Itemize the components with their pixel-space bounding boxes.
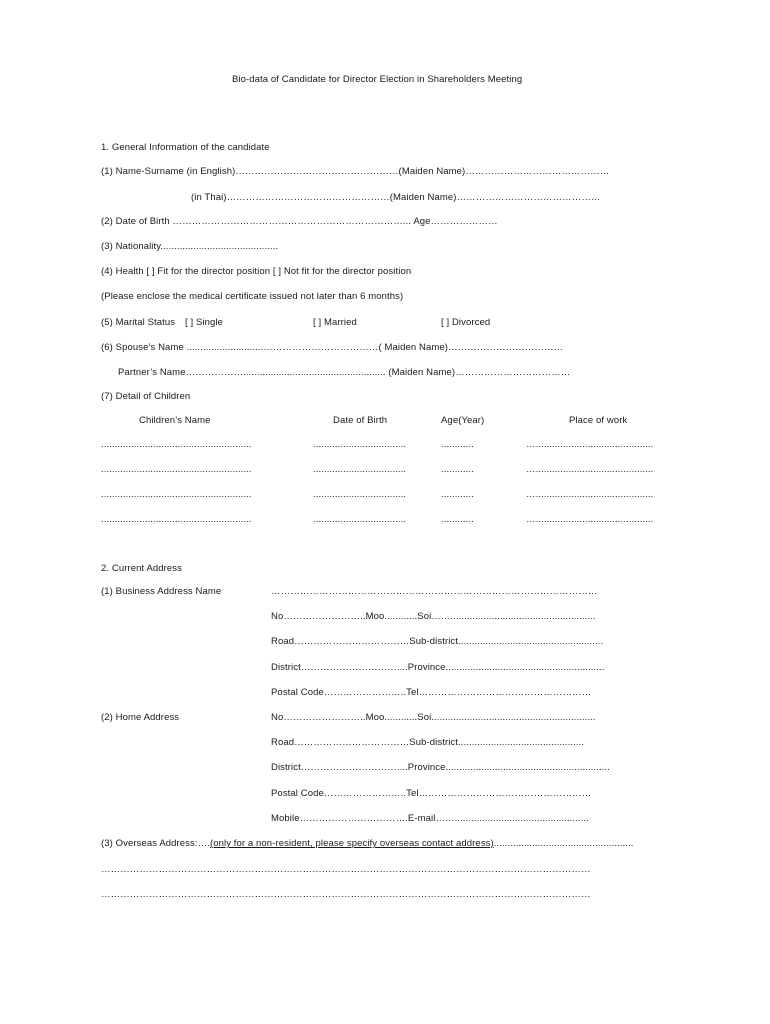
children-row-4-name[interactable]: ....................................................... [101, 514, 252, 525]
home-postal-tel-field[interactable]: Postal Code……………………..Tel……………………………………………… [271, 788, 592, 799]
children-col-dob: Date of Birth [333, 415, 388, 426]
home-address-label: (2) Home Address [101, 712, 180, 723]
children-col-age: Age(Year) [441, 415, 485, 426]
children-row-4-dob[interactable]: .................................. [313, 514, 407, 525]
overseas-address-label: (3) Overseas Address:…. [101, 838, 210, 849]
nationality-field[interactable]: (3) Nationality........................................... [101, 241, 279, 252]
business-address-label: (1) Business Address Name [101, 586, 222, 597]
children-row-3-name[interactable]: ....................................................... [101, 489, 252, 500]
children-row-4-age[interactable]: ............ [441, 514, 474, 525]
name-english-field[interactable]: (1) Name-Surname (in English)……………………………………………(Maiden Name)……………………………………… [101, 166, 610, 177]
overseas-address-line-2[interactable]: ……………………………………………………………………………………………………………………………………… [101, 889, 591, 900]
overseas-address-line-1[interactable]: ……………………………………………………………………………………………………………………………………… [101, 864, 591, 875]
children-row-2-dob[interactable]: .................................. [313, 464, 407, 475]
section-address-heading: 2. Current Address [101, 563, 183, 574]
children-row-1-age[interactable]: ............ [441, 439, 474, 450]
children-row-1-name[interactable]: ....................................................... [101, 439, 252, 450]
children-heading: (7) Detail of Children [101, 391, 191, 402]
date-of-birth-field[interactable]: (2) Date of Birth ………………………………………………………………... Age………………… [101, 216, 498, 227]
children-row-2-name[interactable]: ....................................................... [101, 464, 252, 475]
children-row-3-work[interactable]: …........................................... [526, 489, 654, 500]
business-no-moo-soi-field[interactable]: No……………………..Moo............Soi……..................................................... [271, 611, 596, 622]
overseas-address-tail: ................................................... [493, 838, 634, 849]
spouse-name-field[interactable]: (6) Spouse’s Name ............................………………………………( Maiden Name)……………………………… [101, 342, 564, 353]
marital-divorced-checkbox[interactable]: [ ] Divorced [441, 317, 491, 328]
home-road-subdistrict-field[interactable]: Road………………………………Sub-district.............................................. [271, 737, 585, 748]
children-row-4-work[interactable]: …........................................... [526, 514, 654, 525]
marital-status-label: (5) Marital Status [101, 317, 176, 328]
home-district-province-field[interactable]: District…………………………....Province............................................................ [271, 762, 610, 773]
children-row-3-age[interactable]: ............ [441, 489, 474, 500]
section-general-heading: 1. General Information of the candidate [101, 142, 270, 153]
children-col-name: Children’s Name [139, 415, 211, 426]
business-address-name-field[interactable]: ………………………………………………………………………………………… [271, 586, 598, 597]
children-row-2-age[interactable]: ............ [441, 464, 474, 475]
children-row-2-work[interactable]: …........................................... [526, 464, 654, 475]
business-road-subdistrict-field[interactable]: Road………………………………Sub-district..................................................... [271, 636, 604, 647]
form-title: Bio-data of Candidate for Director Election in Shareholders Meeting [232, 74, 523, 85]
children-row-1-dob[interactable]: .................................. [313, 439, 407, 450]
partner-name-field[interactable]: Partner’s Name……………….................................................... (Maiden Name)……………………………… [118, 367, 571, 378]
business-postal-tel-field[interactable]: Postal Code……………………..Tel……………………………………………… [271, 687, 592, 698]
health-field[interactable]: (4) Health [ ] Fit for the director position [ ] Not fit for the director position [101, 266, 412, 277]
overseas-address-note: (only for a non-resident, please specify overseas contact address) [209, 838, 494, 849]
children-col-work: Place of work [569, 415, 628, 426]
marital-married-checkbox[interactable]: [ ] Married [313, 317, 357, 328]
home-no-moo-soi-field[interactable]: No……………………..Moo............Soi............................................................ [271, 712, 596, 723]
children-row-1-work[interactable]: …........................................... [526, 439, 654, 450]
health-note: (Please enclose the medical certificate issued not later than 6 months) [101, 291, 404, 302]
business-district-province-field[interactable]: District…………………………....Province.......................................................... [271, 662, 605, 673]
home-mobile-email-field[interactable]: Mobile…………………………….E-mail……................................................. [271, 813, 589, 824]
children-row-3-dob[interactable]: .................................. [313, 489, 407, 500]
overseas-address-row[interactable] [101, 838, 634, 850]
marital-single-checkbox[interactable]: [ ] Single [185, 317, 223, 328]
name-thai-field[interactable]: (in Thai)……………………………………………(Maiden Name)……………………………………… [191, 192, 601, 203]
